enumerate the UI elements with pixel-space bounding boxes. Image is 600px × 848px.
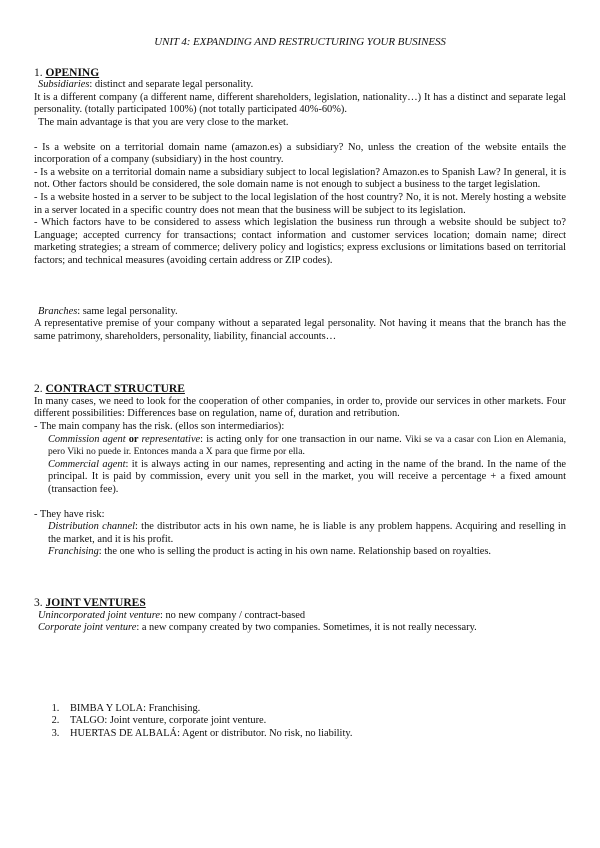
franchising-term: Franchising	[48, 546, 99, 558]
section-1-number: 1.	[34, 66, 43, 79]
section-3-number: 3.	[34, 597, 43, 609]
commission-agent-paragraph: Commission agent or representative: is acting only for one transaction in our name. Viki se va a casar con Lion en Alemania, pero Viki no puede ir. Entonces manda a X para que firme por ella.	[48, 433, 566, 458]
commercial-agent-paragraph: Commercial agent: it is always acting in our names, representing and acting in the name of the brand. In the name of the principal. It is paid by commission, every unit you sell in the market, you will receive a percentage + a fixed amount (transaction fee).	[48, 458, 566, 496]
list-item: 1. BIMBA Y LOLA: Franchising.	[62, 703, 566, 716]
commission-agent-term: Commission agent	[48, 433, 126, 445]
subsidiaries-paragraph: It is a different company (a different name, different shareholders, legislation, nationality…) It has a distinct and separate legal personality. (totally participated 100%) (not totally participated 40%-60%).	[34, 91, 566, 116]
section-2-title: CONTRACT STRUCTURE	[45, 383, 185, 396]
examples-list	[34, 703, 566, 741]
corporate-jv-term: Corporate joint venture	[38, 622, 137, 634]
question-4: - Which factors have to be considered to assess which legislation the business run through a website should be subject to? Language; accepted currency for transactions; contact information and customer services location; domain name; direct marketing strategies; a stream of commerce; delivery policy and logistics; express exclusions or limitations based on territorial factors; and technical measures (avoiding certain address or ZIP codes).	[34, 217, 566, 266]
franchising-paragraph: Franchising: the one who is selling the product is acting in his own name. Relationship based on royalties.	[48, 546, 491, 558]
commercial-agent-term: Commercial agent	[48, 458, 126, 470]
unincorporated-jv-term: Unincorporated joint venture	[38, 609, 160, 621]
contract-intro-paragraph: In many cases, we need to look for the cooperation of other companies, in order to, provide our services in other markets. Four different possibilities: Differences base on regulation, name of, duration and retribution.	[34, 395, 566, 420]
main-advantage-paragraph: The main advantage is that you are very close to the market.	[38, 116, 289, 128]
they-have-risk-line: - They have risk:	[34, 508, 105, 520]
branches-term: Branches	[38, 305, 78, 317]
branches-definition: Branches: same legal personality.	[38, 305, 178, 317]
main-company-risk-line: - The main company has the risk. (ellos son intermediarios):	[34, 421, 285, 433]
section-3-heading	[34, 597, 566, 610]
question-2: - Is a website on a territorial domain name a subsidiary subject to local legislation? Amazon.es to Spanish Law? In general, it is not. Other factors should be considered, the sole domain name is not enough to subject a business to the target legislation.	[34, 166, 566, 191]
document-title: UNIT 4: EXPANDING AND RESTRUCTURING YOUR BUSINESS	[154, 36, 446, 48]
unincorporated-jv-line: Unincorporated joint venture: no new company / contract-based	[38, 609, 306, 621]
subsidiaries-definition: Subsidiaries: distinct and separate legal personality.	[38, 79, 254, 91]
commission-agent-note: Viki se va a casar con Lion en Alemania, pero Viki no puede ir. Entonces manda a X para que firme por ella.	[48, 433, 566, 458]
question-1: - Is a website on a territorial domain name (amazon.es) a subsidiary? No, unless the creation of the website entails the incorporation of a company (subsidiary) in the host country.	[34, 141, 566, 166]
branches-paragraph: A representative premise of your company without a separated legal personality. Not having it means that the branch has the same patrimony, shareholders, personality, liability, financial accounts…	[34, 318, 566, 342]
list-item: 3. HUERTAS DE ALBALÁ: Agent or distributor. No risk, no liability.	[62, 728, 566, 741]
subsidiaries-term: Subsidiaries	[38, 79, 90, 91]
section-2-number: 2.	[34, 383, 43, 396]
document-page	[34, 36, 566, 741]
distribution-channel-paragraph: Distribution channel: the distributor acts in his own name, he is liable is any problem happens. Acquiring and reselling in the market, and it is his profit.	[48, 521, 566, 545]
section-3-title: JOINT VENTURES	[45, 597, 146, 609]
question-3: - Is a website hosted in a server to be subject to the local legislation of the host country? No, it is not. Merely hosting a website in a server located in a specific country does not mean that the business will be subject to its legislation.	[34, 191, 566, 216]
corporate-jv-line: Corporate joint venture: a new company created by two companies. Sometimes, it is not really necessary.	[38, 622, 477, 634]
distribution-channel-term: Distribution channel	[48, 521, 135, 533]
representative-term: representative	[141, 433, 201, 445]
section-1-title: OPENING	[45, 66, 100, 79]
list-item: 2. TALGO: Joint venture, corporate joint venture.	[62, 715, 566, 728]
section-2-heading	[34, 383, 566, 396]
section-1-heading	[34, 67, 566, 80]
